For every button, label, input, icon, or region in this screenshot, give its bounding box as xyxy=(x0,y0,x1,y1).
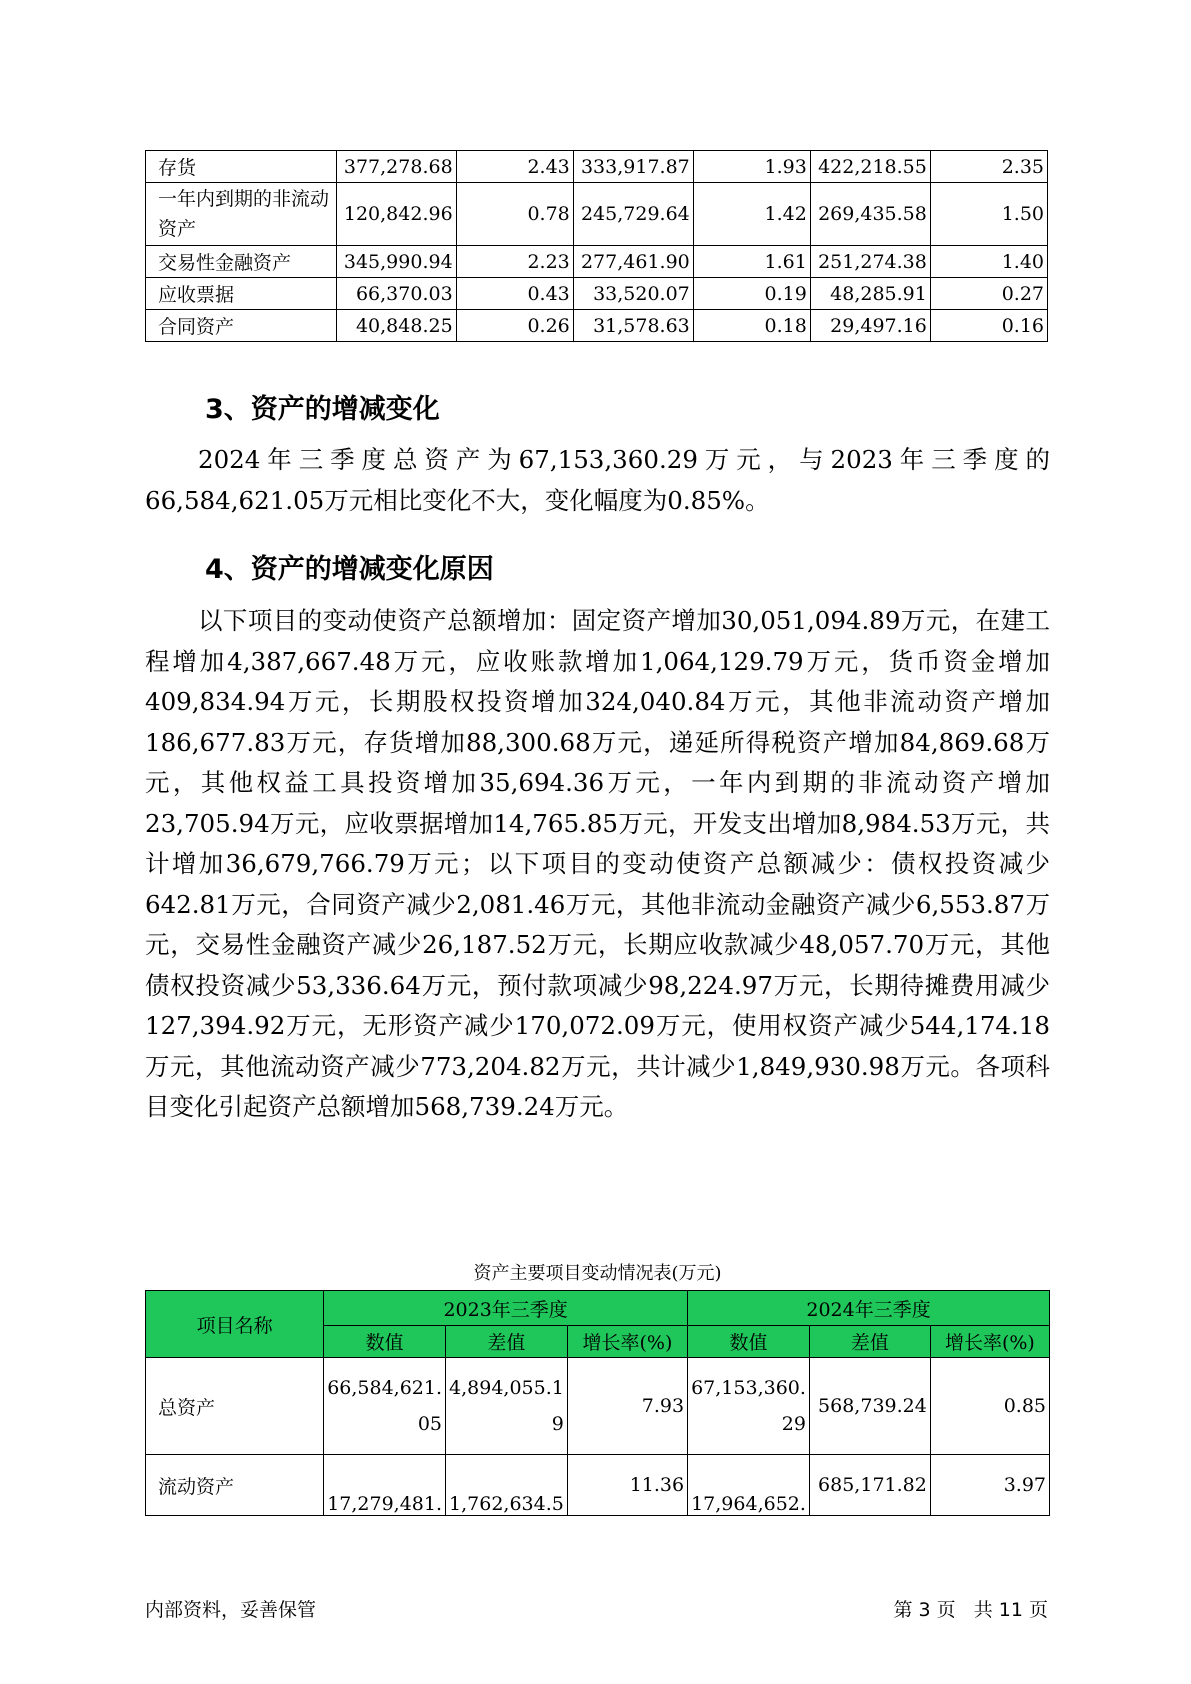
row-name: 流动资产 xyxy=(146,1455,324,1516)
cell-rate: 11.36 xyxy=(567,1455,687,1516)
asset-composition-table xyxy=(145,150,1048,342)
cell-value: 377,278.68 xyxy=(336,151,456,183)
cell-percent: 0.18 xyxy=(693,310,810,342)
row-name: 总资产 xyxy=(146,1358,324,1455)
cell-percent: 0.26 xyxy=(456,310,573,342)
cell-value: 17,279,481. xyxy=(324,1455,446,1516)
cell-value: 251,274.38 xyxy=(810,246,930,278)
cell-diff: 568,739.24 xyxy=(809,1358,930,1455)
footer-confidential: 内部资料，妥善保管 xyxy=(145,1599,317,1621)
section-heading: 4、资产的增减变化原因 xyxy=(205,554,494,585)
row-name: 应收票据 xyxy=(146,278,337,310)
cell-rate: 3.97 xyxy=(930,1455,1049,1516)
row-name: 合同资产 xyxy=(146,310,337,342)
table-row xyxy=(146,278,1048,310)
header-period: 2023年三季度 xyxy=(324,1291,688,1326)
table-row xyxy=(146,1455,1050,1516)
section-paragraph: 以下项目的变动使资产总额增加：固定资产增加30,051,094.89万元，在建工程增加4,387,667.48万元，应收账款增加1,064,129.79万元，货币资金增加409,834.94万元，长期股权投资增加324,040.84万元，其他非流动资产增加186,677.83万元，存货增加88,300.68万元，递延所得税资产增加84,869.68万元，其他权益工具投资增加35,694.36万元，一年内到期的非流动资产增加23,705.94万元，应收票据增加14,765.85万元，开发支出增加8,984.53万元，共计增加36,679,766.79万元；以下项目的变动使资产总额减少：债权投资减少642.81万元，合同资产减少2,081.46万元，其他非流动金融资产减少6,553.87万元，交易性金融资产减少26,187.52万元，长期应收款减少48,057.70万元，其他债权投资减少53,336.64万元，预付款项减少98,224.97万元，长期待摊费用减少127,394.92万元，无形资产减少170,072.09万元，使用权资产减少544,174.18万元，其他流动资产减少773,204.82万元，共计减少1,849,930.98万元。各项科目变化引起资产总额增加568,739.24万元。 xyxy=(145,606,1050,1121)
cell-rate: 0.85 xyxy=(930,1358,1049,1455)
header-rate: 增长率(%) xyxy=(567,1326,687,1358)
table-row xyxy=(146,246,1048,278)
cell-percent: 1.93 xyxy=(693,151,810,183)
cell-percent: 2.35 xyxy=(930,151,1047,183)
cell-value: 422,218.55 xyxy=(810,151,930,183)
asset-change-table xyxy=(145,1290,1050,1516)
cell-value: 31,578.63 xyxy=(573,310,693,342)
cell-diff: 4,894,055.19 xyxy=(446,1358,568,1455)
cell-value: 245,729.64 xyxy=(573,183,693,246)
cell-percent: 0.16 xyxy=(930,310,1047,342)
cell-value: 29,497.16 xyxy=(810,310,930,342)
cell-value: 333,917.87 xyxy=(573,151,693,183)
header-diff: 差值 xyxy=(446,1326,568,1358)
cell-value: 345,990.94 xyxy=(336,246,456,278)
cell-percent: 0.43 xyxy=(456,278,573,310)
cell-value: 40,848.25 xyxy=(336,310,456,342)
cell-value: 66,370.03 xyxy=(336,278,456,310)
cell-value: 120,842.96 xyxy=(336,183,456,246)
table-row xyxy=(146,151,1048,183)
cell-percent: 1.61 xyxy=(693,246,810,278)
table-row xyxy=(146,183,1048,246)
cell-diff: 1,762,634.5 xyxy=(446,1455,568,1516)
row-name: 存货 xyxy=(146,151,337,183)
header-diff: 差值 xyxy=(809,1326,930,1358)
row-name: 交易性金融资产 xyxy=(146,246,337,278)
cell-percent: 2.43 xyxy=(456,151,573,183)
section-heading: 3、资产的增减变化 xyxy=(205,394,440,425)
cell-percent: 0.78 xyxy=(456,183,573,246)
row-name: 一年内到期的非流动资产 xyxy=(146,183,337,246)
footer-page-number: 第 3 页 共 11 页 xyxy=(893,1599,1048,1621)
cell-diff: 685,171.82 xyxy=(809,1455,930,1516)
cell-value: 48,285.91 xyxy=(810,278,930,310)
cell-percent: 1.42 xyxy=(693,183,810,246)
cell-rate: 7.93 xyxy=(567,1358,687,1455)
cell-percent: 1.50 xyxy=(930,183,1047,246)
table-row xyxy=(146,1358,1050,1455)
header-item-name: 项目名称 xyxy=(146,1291,324,1358)
section-paragraph: 2024年三季度总资产为67,153,360.29万元，与2023年三季度的66,584,621.05万元相比变化不大，变化幅度为0.85%。 xyxy=(145,445,1050,515)
header-rate: 增长率(%) xyxy=(930,1326,1049,1358)
cell-percent: 0.19 xyxy=(693,278,810,310)
cell-value: 33,520.07 xyxy=(573,278,693,310)
cell-value: 277,461.90 xyxy=(573,246,693,278)
cell-value: 66,584,621.05 xyxy=(324,1358,446,1455)
table-row xyxy=(146,310,1048,342)
table-header-row xyxy=(146,1291,1050,1326)
cell-percent: 1.40 xyxy=(930,246,1047,278)
table-caption: 资产主要项目变动情况表(万元) xyxy=(473,1263,722,1284)
header-value: 数值 xyxy=(688,1326,810,1358)
cell-value: 17,964,652. xyxy=(688,1455,810,1516)
cell-percent: 0.27 xyxy=(930,278,1047,310)
header-period: 2024年三季度 xyxy=(688,1291,1050,1326)
cell-value: 269,435.58 xyxy=(810,183,930,246)
cell-percent: 2.23 xyxy=(456,246,573,278)
cell-value: 67,153,360.29 xyxy=(688,1358,810,1455)
header-value: 数值 xyxy=(324,1326,446,1358)
